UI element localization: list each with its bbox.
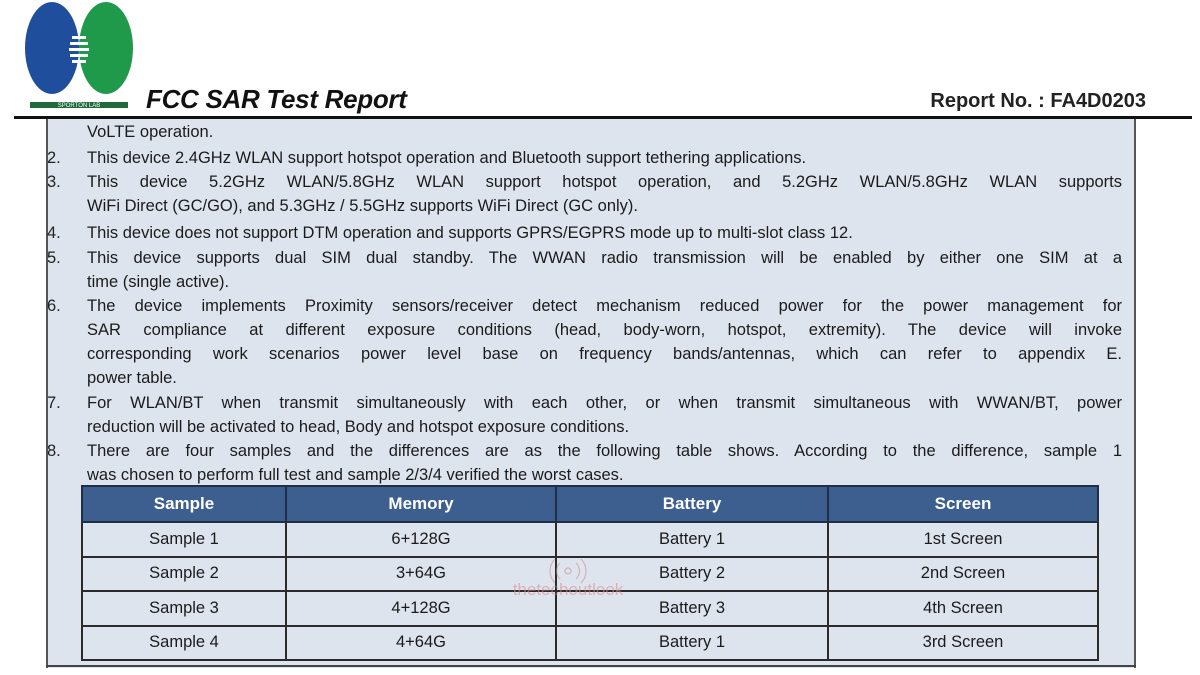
column-header-memory: Memory xyxy=(286,486,556,522)
note-4-line-1: This device does not support DTM operation and supports GPRS/EGPRS mode up to multi-slot class 12. xyxy=(87,224,853,242)
note-6-line-1: The device implements Proximity sensors/receiver detect mechanism reduced power for the power management for xyxy=(87,297,1122,315)
note-2-line-1: This device 2.4GHz WLAN support hotspot operation and Bluetooth support tethering applications. xyxy=(87,149,807,167)
note-6-line-4: power table. xyxy=(87,369,177,387)
note-1-continuation: VoLTE operation. xyxy=(87,123,214,141)
note-7-number: 7. xyxy=(47,394,61,412)
note-6-line-3: corresponding work scenarios power level base on frequency bands/antennas, which can refer to appendix E. xyxy=(87,345,1122,363)
cell-screen: 4th Screen xyxy=(828,591,1098,626)
note-8-line-1: There are four samples and the differences are as the following table shows. According to the difference, sample 1 xyxy=(87,442,1122,460)
note-6-line-2: SAR compliance at different exposure conditions (head, body-worn, hotspot, extremity). The device will invoke xyxy=(87,321,1122,339)
note-4-number: 4. xyxy=(47,224,61,242)
note-5-line-1: This device supports dual SIM dual standby. The WWAN radio transmission will be enabled by either one SIM at a xyxy=(87,249,1122,267)
cell-sample: Sample 2 xyxy=(82,557,286,592)
column-header-battery: Battery xyxy=(556,486,828,522)
report-number: Report No. : FA4D0203 xyxy=(930,90,1146,112)
cell-memory: 6+128G xyxy=(286,522,556,557)
cell-sample: Sample 4 xyxy=(82,626,286,661)
table-row xyxy=(82,522,1098,557)
sporton-logo xyxy=(22,0,136,108)
cell-screen: 3rd Screen xyxy=(828,626,1098,661)
note-5-number: 5. xyxy=(47,249,61,267)
cell-memory: 3+64G xyxy=(286,557,556,592)
watermark xyxy=(498,558,638,602)
column-header-screen: Screen xyxy=(828,486,1098,522)
note-2-number: 2. xyxy=(47,149,61,167)
note-3-line-2: WiFi Direct (GC/GO), and 5.3GHz / 5.5GHz supports WiFi Direct (GC only). xyxy=(87,197,639,215)
cell-battery: Battery 1 xyxy=(556,626,828,661)
table-header-row xyxy=(82,486,1098,522)
cell-screen: 1st Screen xyxy=(828,522,1098,557)
note-3-number: 3. xyxy=(47,173,61,191)
cell-memory: 4+128G xyxy=(286,591,556,626)
note-7-line-2: reduction will be activated to head, Body and hotspot exposure conditions. xyxy=(87,418,630,436)
note-8-line-2: was chosen to perform full test and sample 2/3/4 verified the worst cases. xyxy=(87,466,624,484)
note-8-number: 8. xyxy=(47,442,61,460)
note-7-line-1: For WLAN/BT when transmit simultaneously with each other, or when transmit simultaneous with WWAN/BT, power xyxy=(87,394,1122,412)
cell-screen: 2nd Screen xyxy=(828,557,1098,592)
cell-memory: 4+64G xyxy=(286,626,556,661)
note-6-number: 6. xyxy=(47,297,61,315)
bottom-divider xyxy=(46,665,1136,667)
cell-sample: Sample 3 xyxy=(82,591,286,626)
column-header-sample: Sample xyxy=(82,486,286,522)
watermark-text: thetechoutlook xyxy=(512,580,624,599)
cell-battery: Battery 1 xyxy=(556,522,828,557)
cell-battery: Battery 3 xyxy=(556,591,828,626)
cell-battery: Battery 2 xyxy=(556,557,828,592)
logo-text: SPORTON LAB xyxy=(57,103,101,108)
note-3-line-1: This device 5.2GHz WLAN/5.8GHz WLAN support hotspot operation, and 5.2GHz WLAN/5.8GHz WLAN supports xyxy=(87,173,1122,191)
table-row xyxy=(82,626,1098,661)
cell-sample: Sample 1 xyxy=(82,522,286,557)
note-5-line-2: time (single active). xyxy=(87,273,230,291)
report-title: FCC SAR Test Report xyxy=(146,84,407,114)
